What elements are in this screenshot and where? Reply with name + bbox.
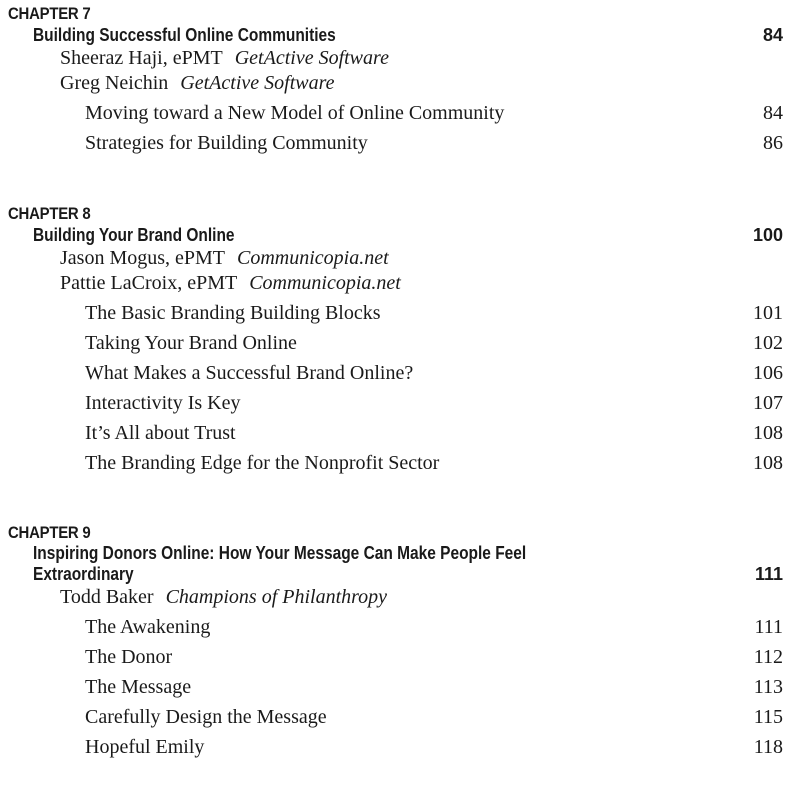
author-name: Jason Mogus, ePMT [60,247,226,269]
chapter-9 [8,523,783,762]
chapter-title-line: Building Successful Online Communities [33,25,336,45]
entry-title: The Branding Edge for the Nonprofit Sector [85,452,440,474]
toc-entry[interactable] [85,448,783,478]
chapter-label: CHAPTER 8 [8,204,91,223]
toc-entry[interactable] [85,358,783,388]
entry-title: Carefully Design the Message [85,706,327,728]
author-line [60,271,783,296]
toc-entry[interactable] [85,388,783,418]
entry-title: The Donor [85,646,173,668]
entry-page-number: 84 [763,102,783,124]
chapter-title[interactable] [33,24,783,46]
entry-page-number: 113 [753,676,783,698]
toc-entry[interactable] [85,418,783,448]
entry-title: Strategies for Building Community [85,132,368,154]
entry-title: It’s All about Trust [85,422,236,444]
entry-title: The Awakening [85,616,211,638]
chapter-label: CHAPTER 7 [8,4,91,23]
author-name: Todd Baker [60,586,154,608]
entry-page-number: 115 [753,706,783,728]
author-name: Pattie LaCroix, ePMT [60,272,238,294]
chapter-title-line: Extraordinary [33,564,134,584]
chapter-7 [8,4,783,158]
toc-entry[interactable] [85,732,783,762]
toc-entry[interactable] [85,298,783,328]
entry-page-number: 111 [754,616,783,638]
entry-page-number: 101 [753,302,783,324]
chapter-page-number: 84 [762,25,783,45]
chapter-title[interactable] [33,224,783,246]
author-affiliation: Champions of Philanthropy [165,586,388,608]
chapter-title[interactable] [33,543,783,585]
toc-entry[interactable] [85,612,783,642]
entry-page-number: 106 [753,362,783,384]
author-line [60,46,783,71]
entry-page-number: 112 [753,646,783,668]
chapter-page-number: 111 [754,564,783,584]
toc-entry[interactable] [85,328,783,358]
toc-entry[interactable] [85,128,783,158]
toc-entry[interactable] [85,702,783,732]
entry-title: Hopeful Emily [85,736,205,758]
entry-page-number: 108 [753,452,783,474]
entry-page-number: 86 [763,132,783,154]
toc-entry[interactable] [85,672,783,702]
author-affiliation: Communicopia.net [237,247,389,269]
chapter-label: CHAPTER 9 [8,523,91,542]
chapter-8 [8,204,783,478]
author-name: Sheeraz Haji, ePMT [60,47,223,69]
entry-page-number: 102 [753,332,783,354]
author-affiliation: GetActive Software [234,47,389,69]
entry-page-number: 108 [753,422,783,444]
author-affiliation: Communicopia.net [249,272,401,294]
entry-page-number: 107 [753,392,783,414]
entry-title: Moving toward a New Model of Online Community [85,102,505,124]
entry-page-number: 118 [753,736,783,758]
entry-title: What Makes a Successful Brand Online? [85,362,414,384]
chapter-title-line: Inspiring Donors Online: How Your Message Can Make People Feel [33,543,527,563]
entry-title: The Basic Branding Building Blocks [85,302,381,324]
entry-title: Taking Your Brand Online [85,332,297,354]
entry-title: The Message [85,676,192,698]
author-line [60,71,783,96]
chapter-title-line: Building Your Brand Online [33,225,235,245]
author-line [60,246,783,271]
author-name: Greg Neichin [60,72,169,94]
author-line [60,585,783,610]
chapter-page-number: 100 [752,225,783,245]
author-affiliation: GetActive Software [180,72,335,94]
entry-title: Interactivity Is Key [85,392,241,414]
toc-entry[interactable] [85,642,783,672]
toc-entry[interactable] [85,98,783,128]
